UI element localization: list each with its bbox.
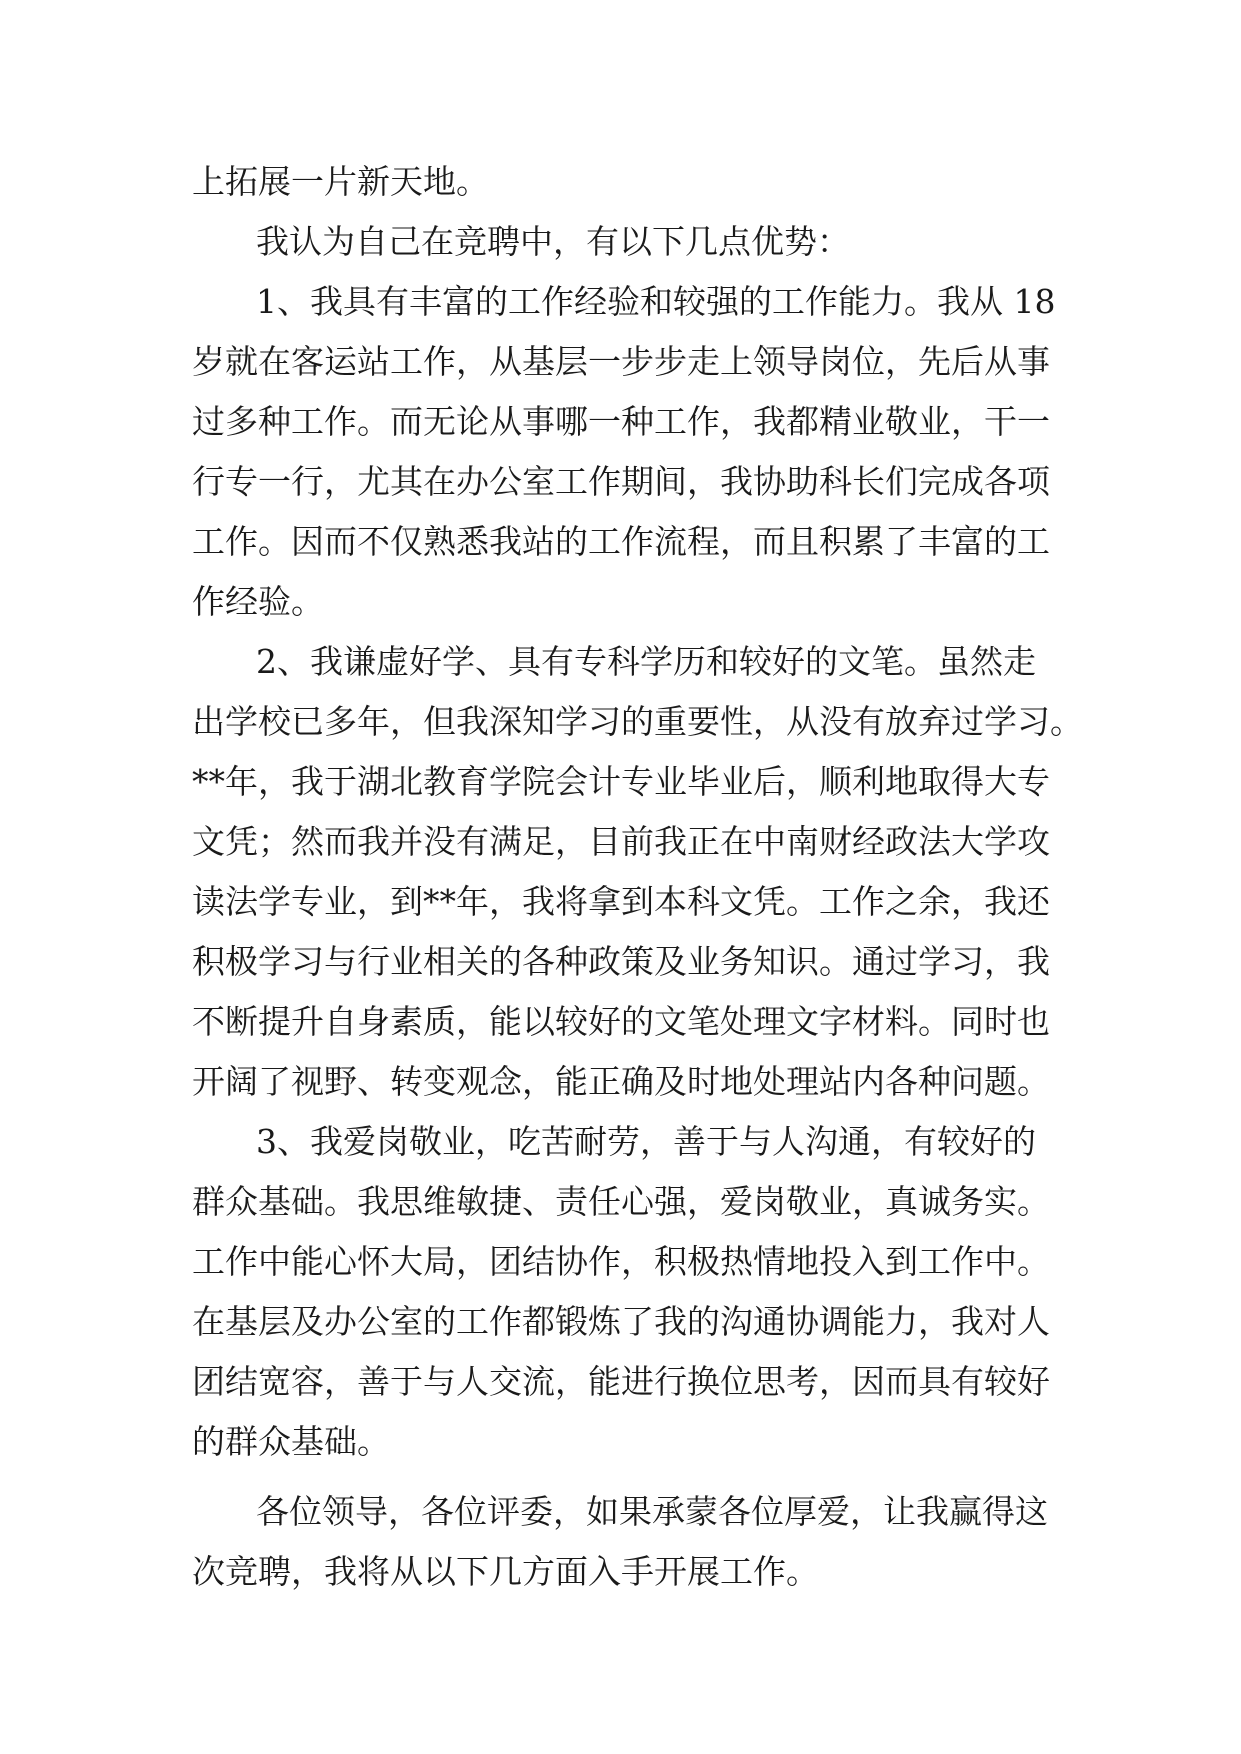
text-line: 群众基础。我思维敏捷、责任心强，爱岗敬业，真诚务实。 <box>192 1182 1050 1221</box>
text-line: 2、我谦虚好学、具有专科学历和较好的文笔。虽然走 <box>256 642 1036 681</box>
text-line: 作经验。 <box>192 582 324 621</box>
text-line: 岁就在客运站工作，从基层一步步走上领导岗位，先后从事 <box>192 342 1050 381</box>
text-line: 上拓展一片新天地。 <box>192 162 489 201</box>
text-line: 过多种工作。而无论从事哪一种工作，我都精业敬业，干一 <box>192 402 1050 441</box>
text-line: 团结宽容，善于与人交流，能进行换位思考，因而具有较好 <box>192 1362 1050 1401</box>
text-line: **年，我于湖北教育学院会计专业毕业后，顺利地取得大专 <box>192 762 1050 801</box>
text-line: 文凭；然而我并没有满足，目前我正在中南财经政法大学攻 <box>192 822 1050 861</box>
text-line: 各位领导，各位评委，如果承蒙各位厚爱，让我赢得这 <box>256 1492 1048 1531</box>
text-line: 的群众基础。 <box>192 1422 390 1461</box>
text-line: 行专一行，尤其在办公室工作期间，我协助科长们完成各项 <box>192 462 1050 501</box>
document-body <box>192 152 1083 1602</box>
paragraph-gap <box>192 1472 1072 1482</box>
text-line: 读法学专业，到**年，我将拿到本科文凭。工作之余，我还 <box>192 882 1050 921</box>
text-line: 工作。因而不仅熟悉我站的工作流程，而且积累了丰富的工 <box>192 522 1050 561</box>
text-line: 我认为自己在竞聘中，有以下几点优势： <box>256 222 850 261</box>
text-line: 1、我具有丰富的工作经验和较强的工作能力。我从 18 <box>256 282 1056 321</box>
text-line: 不断提升自身素质，能以较好的文笔处理文字材料。同时也 <box>192 1002 1050 1041</box>
text-line: 开阔了视野、转变观念，能正确及时地处理站内各种问题。 <box>192 1062 1050 1101</box>
text-line: 次竞聘，我将从以下几方面入手开展工作。 <box>192 1552 819 1591</box>
text-line: 在基层及办公室的工作都锻炼了我的沟通协调能力，我对人 <box>192 1302 1050 1341</box>
text-line: 工作中能心怀大局，团结协作，积极热情地投入到工作中。 <box>192 1242 1050 1281</box>
text-line: 出学校已多年，但我深知学习的重要性，从没有放弃过学习。 <box>192 702 1083 741</box>
text-line: 3、我爱岗敬业，吃苦耐劳，善于与人沟通，有较好的 <box>256 1122 1036 1161</box>
text-line: 积极学习与行业相关的各种政策及业务知识。通过学习，我 <box>192 942 1050 981</box>
